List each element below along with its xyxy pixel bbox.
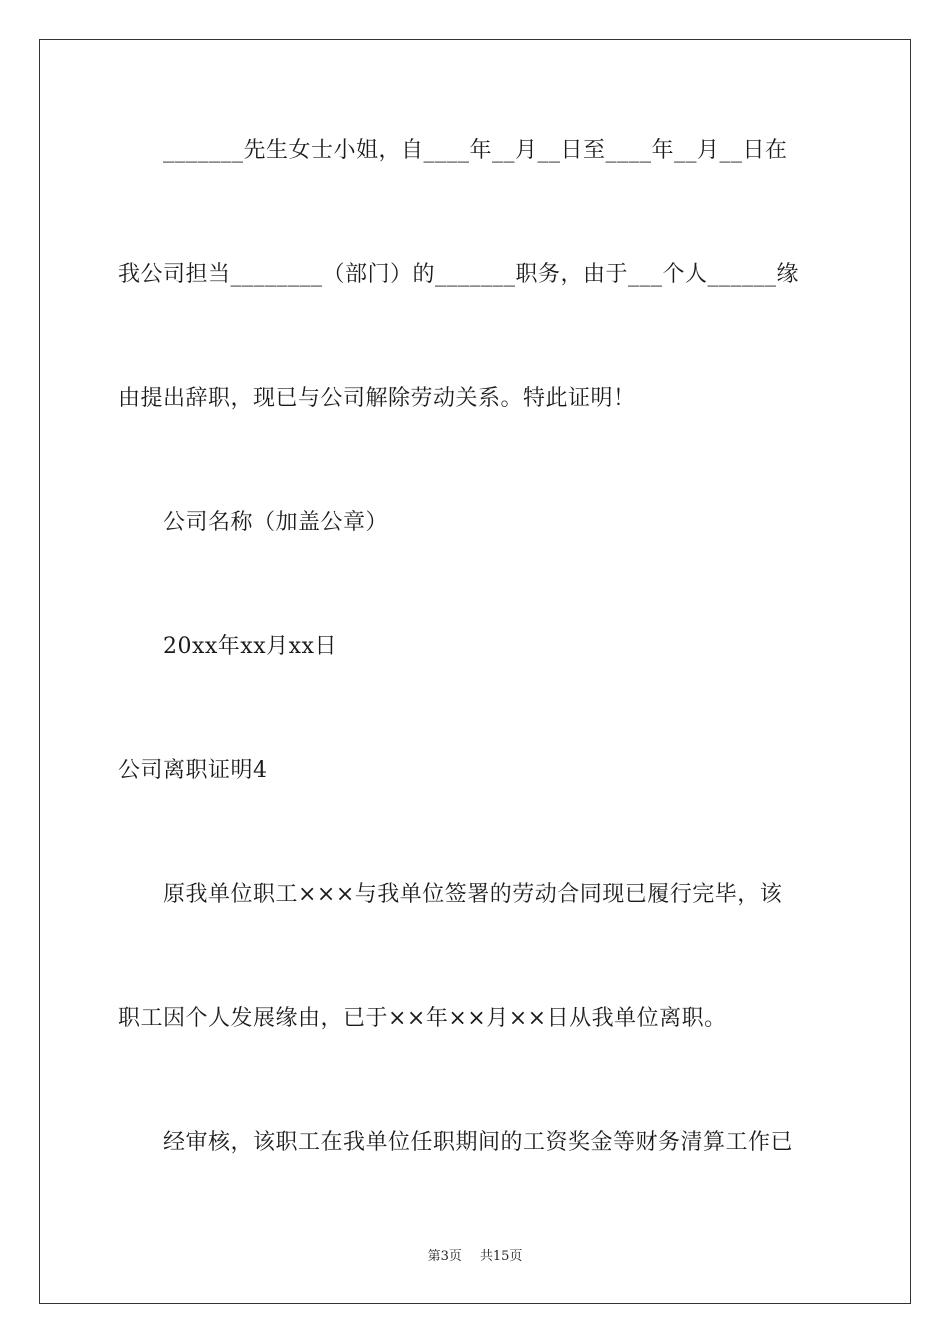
date-line: 20xx年xx月xx日 <box>163 634 337 659</box>
paragraph-line: _______先生女士小姐，自____年__月__日至____年__月__日在 <box>163 138 788 163</box>
section-heading: 公司离职证明4 <box>118 758 268 783</box>
paragraph-line: 由提出辞职，现已与公司解除劳动关系。特此证明！ <box>118 386 636 411</box>
page-border <box>39 39 911 1304</box>
paragraph-line: 经审核，该职工在我单位任职期间的工资奖金等财务清算工作已 <box>163 1130 794 1155</box>
page-footer <box>0 1248 950 1266</box>
page-total: 共15页 <box>479 1249 523 1264</box>
paragraph-line: 职工因个人发展缘由，已于××年××月××日从我单位离职。 <box>118 1006 727 1031</box>
company-name-seal-line: 公司名称（加盖公章） <box>163 510 389 535</box>
page-number: 第3页 <box>427 1249 462 1264</box>
paragraph-line: 我公司担当________（部门）的_______职务，由于___个人______缘 <box>118 262 800 287</box>
paragraph-line: 原我单位职工×××与我单位签署的劳动合同现已履行完毕，该 <box>163 882 783 907</box>
